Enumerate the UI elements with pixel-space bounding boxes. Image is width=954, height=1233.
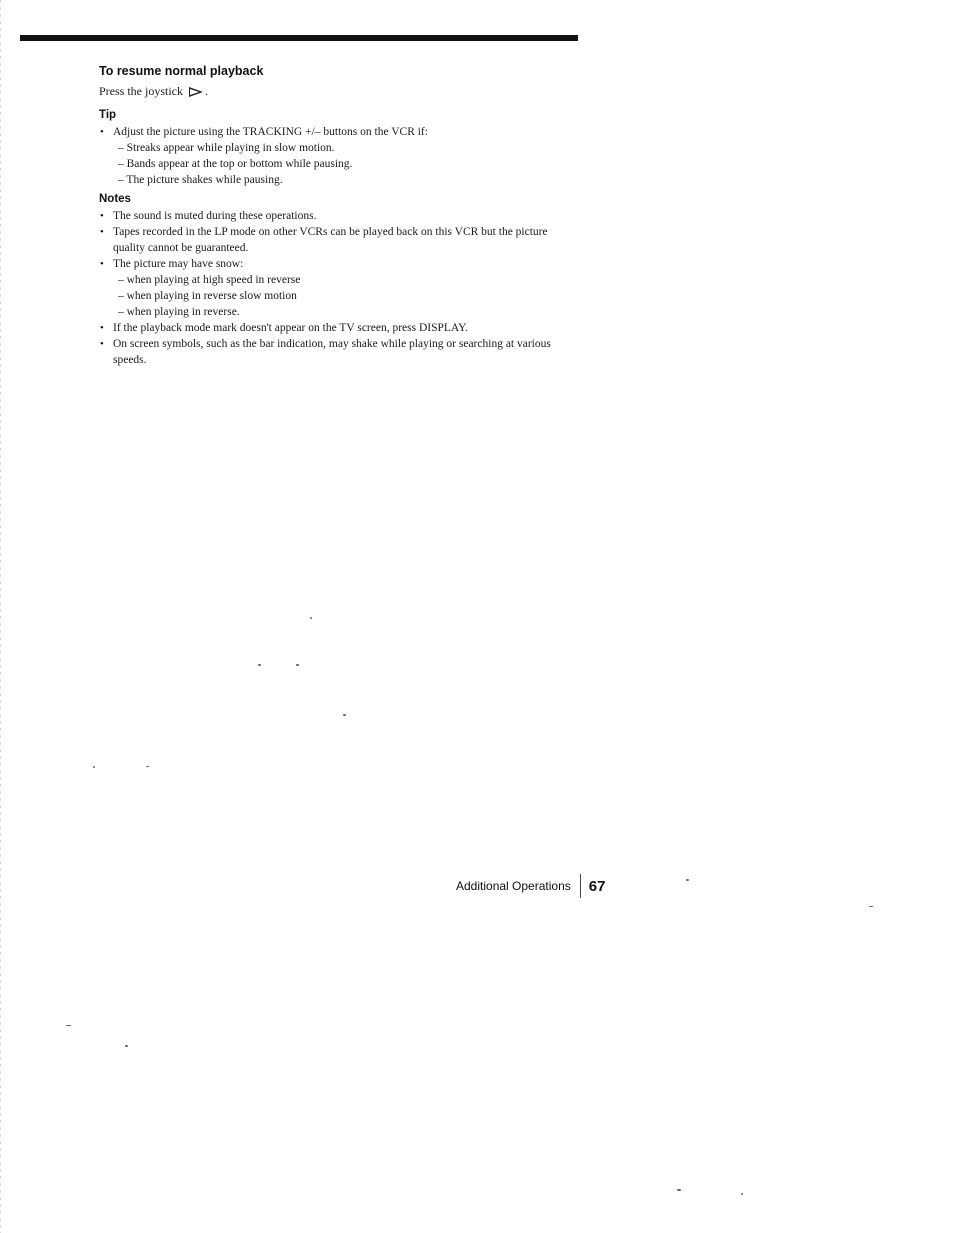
note-text: The picture may have snow: xyxy=(113,258,244,270)
bullet-icon: • xyxy=(100,322,104,334)
note-item xyxy=(99,336,579,368)
note-text: If the playback mode mark doesn't appear on the TV screen, press DISPLAY. xyxy=(113,322,468,334)
scan-speck xyxy=(310,617,312,619)
scan-speck xyxy=(677,1189,681,1191)
tip-list xyxy=(99,124,579,188)
note-text: On screen symbols, such as the bar indication, may shake while playing or searching at various speeds. xyxy=(113,338,551,366)
page-content xyxy=(99,63,579,368)
scan-speck xyxy=(258,664,261,666)
scan-speck xyxy=(741,1193,743,1195)
note-item xyxy=(99,224,579,256)
page-number: 67 xyxy=(588,877,606,895)
snow-condition: – when playing in reverse. xyxy=(118,306,240,318)
tip-condition: – Bands appear at the top or bottom while pausing. xyxy=(118,158,353,170)
scan-speck xyxy=(146,766,149,767)
bullet-icon: • xyxy=(100,226,104,238)
bullet-icon: • xyxy=(100,258,104,270)
notes-list xyxy=(99,208,579,368)
snow-conditions xyxy=(113,272,579,320)
note-item xyxy=(99,208,579,224)
top-rule xyxy=(20,35,578,41)
page-footer xyxy=(456,874,605,898)
footer-divider xyxy=(580,874,581,898)
scan-speck xyxy=(686,879,689,881)
scan-speck xyxy=(93,766,95,768)
scan-speck xyxy=(125,1045,128,1047)
tip-conditions xyxy=(113,140,579,188)
scan-speck xyxy=(66,1025,71,1026)
scan-speck xyxy=(869,906,873,907)
note-item xyxy=(99,320,579,336)
section-heading: To resume normal playback xyxy=(99,64,264,78)
notes-heading: Notes xyxy=(99,193,131,205)
note-item xyxy=(99,256,579,320)
instruction xyxy=(99,83,579,99)
scan-speck xyxy=(343,714,346,716)
note-text: Tapes recorded in the LP mode on other VCRs can be played back on this VCR but the picture quality cannot be guaranteed. xyxy=(113,226,548,254)
bullet-icon: • xyxy=(100,126,104,138)
page-edge xyxy=(0,0,1,1233)
tip-heading: Tip xyxy=(99,109,117,121)
tip-item xyxy=(99,124,579,188)
tip-condition: – The picture shakes while pausing. xyxy=(118,174,283,186)
note-text: The sound is muted during these operations. xyxy=(113,210,317,222)
bullet-icon: • xyxy=(100,338,104,350)
tip-text: Adjust the picture using the TRACKING +/– buttons on the VCR if: xyxy=(113,126,428,138)
tip-condition: – Streaks appear while playing in slow motion. xyxy=(118,142,335,154)
instruction-period: . xyxy=(205,84,208,98)
footer-section-name: Additional Operations xyxy=(456,879,571,893)
instruction-text: Press the joystick xyxy=(99,84,183,98)
play-arrow-icon xyxy=(189,87,203,97)
bullet-icon: • xyxy=(100,210,104,222)
scan-speck xyxy=(296,664,299,666)
snow-condition: – when playing in reverse slow motion xyxy=(118,290,297,302)
snow-condition: – when playing at high speed in reverse xyxy=(118,274,301,286)
